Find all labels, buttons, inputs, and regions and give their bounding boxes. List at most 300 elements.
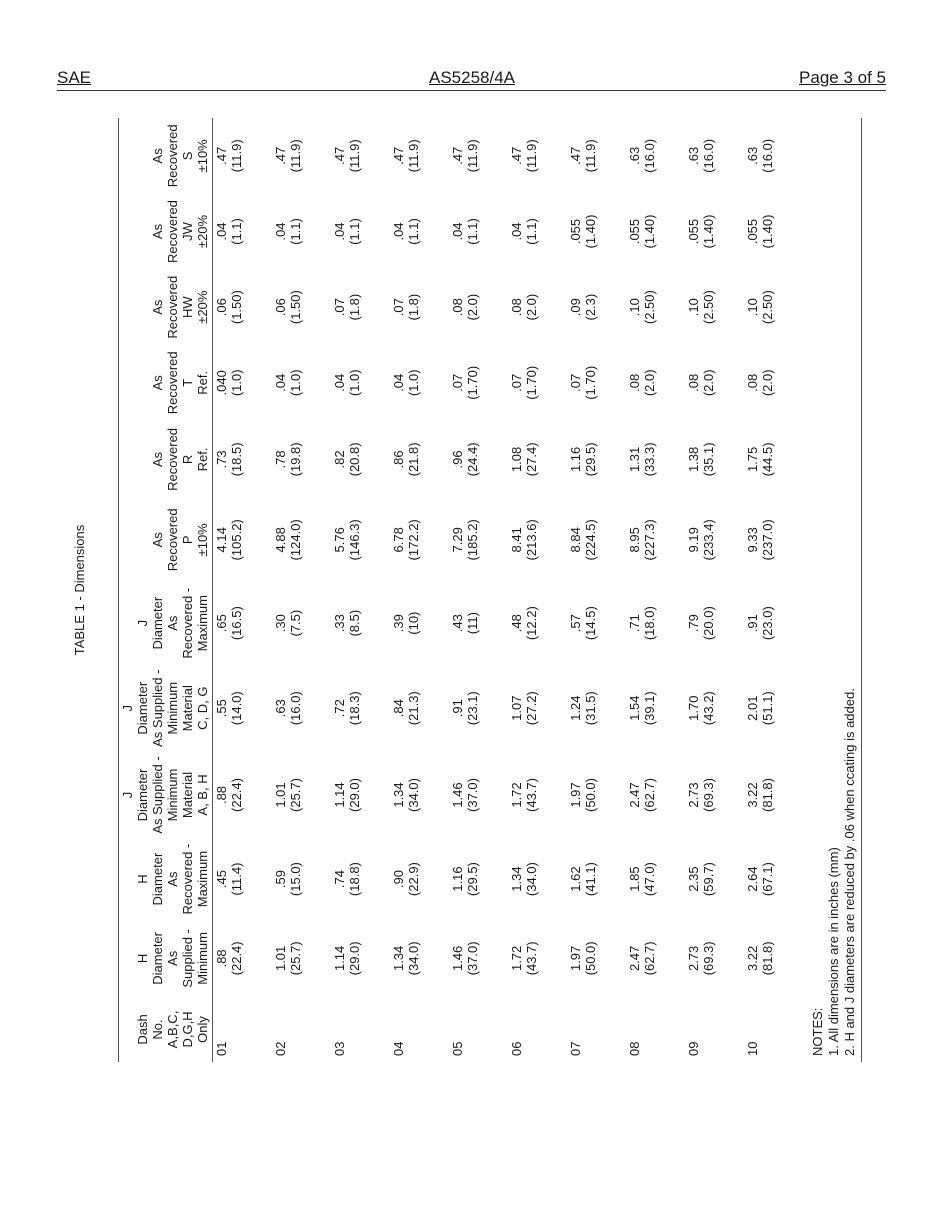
value-inches: 1.97 — [568, 782, 583, 808]
value-mm: (11.9) — [406, 139, 421, 173]
table-notes — [810, 688, 858, 1056]
dimension-cell — [685, 665, 744, 752]
dimension-cell — [626, 752, 685, 839]
value-mm: (1.50) — [229, 290, 244, 325]
value-mm: (1.0) — [406, 369, 421, 397]
column-header-line: Dash — [135, 1014, 150, 1045]
value-inches: 1.75 — [745, 446, 760, 473]
value-mm: (69.3) — [701, 778, 716, 812]
value-mm: (16.0) — [701, 138, 716, 173]
dimension-cell — [508, 582, 567, 665]
value-inches: 1.34 — [509, 866, 524, 892]
value-mm: (50.0) — [583, 778, 598, 812]
dimension-cell — [744, 269, 803, 345]
dimension-cell — [272, 345, 331, 421]
value-inches: 1.46 — [450, 782, 465, 808]
value-mm: (1.1) — [406, 218, 421, 245]
value-inches: .08 — [686, 373, 701, 392]
value-mm: (233.4) — [701, 519, 716, 561]
value-mm: (50.0) — [583, 941, 598, 976]
value-mm: (2.50) — [760, 290, 775, 325]
table-row — [213, 118, 273, 1062]
dimension-cell — [508, 920, 567, 997]
table-header-row — [118, 118, 213, 1062]
dimension-cell — [626, 920, 685, 997]
column-header-line: Only — [195, 1016, 210, 1043]
dimension-cell — [567, 582, 626, 665]
value-inches: .47 — [450, 146, 465, 165]
dimension-cell — [449, 582, 508, 665]
page-header — [57, 68, 886, 91]
value-mm: (12.2) — [524, 606, 539, 641]
column-header-line: As — [165, 950, 180, 966]
dimension-cell — [744, 582, 803, 665]
value-inches: .08 — [450, 298, 465, 317]
column-header-line: Recovered - — [180, 843, 195, 915]
value-inches: 6.78 — [391, 527, 406, 553]
value-inches: .47 — [568, 146, 583, 165]
value-mm: (1.70) — [465, 365, 480, 400]
dimension-cell — [331, 345, 390, 421]
value-inches: .30 — [273, 614, 288, 633]
column-header-line: Diameter — [150, 596, 165, 650]
value-mm: (47.0) — [642, 862, 657, 897]
dash-number: 03 — [332, 1041, 347, 1056]
value-inches: .88 — [214, 785, 229, 805]
value-inches: .59 — [273, 870, 288, 889]
column-header-line: Recovered — [165, 275, 180, 339]
value-mm: (51.1) — [760, 691, 775, 726]
value-mm: (2.50) — [701, 290, 716, 325]
value-mm: (62.7) — [642, 941, 657, 976]
value-inches: .33 — [332, 614, 347, 633]
dimension-cell — [744, 194, 803, 270]
value-mm: (69.3) — [701, 941, 716, 976]
value-mm: (185.2) — [465, 519, 480, 561]
table-row — [685, 118, 744, 1062]
value-mm: (2.3) — [583, 293, 598, 321]
value-mm: (37.0) — [465, 778, 480, 812]
value-inches: 1.01 — [273, 782, 288, 808]
value-mm: (44.5) — [760, 442, 775, 477]
value-mm: (2.0) — [524, 293, 539, 321]
value-inches: 1.38 — [686, 446, 701, 473]
dimension-cell — [449, 752, 508, 839]
value-inches: 5.76 — [332, 527, 347, 553]
column-header-line: ±10% — [195, 139, 210, 173]
value-mm: (124.0) — [288, 519, 303, 561]
column-header-line: R — [180, 454, 195, 465]
value-inches: 2.64 — [745, 866, 760, 892]
value-inches: .04 — [332, 373, 347, 392]
value-mm: (1.40) — [701, 214, 716, 249]
column-header-line: ±20% — [195, 214, 210, 249]
value-inches: 1.85 — [627, 866, 642, 892]
dash-number: 08 — [627, 1041, 642, 1056]
table-row — [508, 118, 567, 1062]
value-inches: 8.41 — [509, 527, 524, 553]
value-inches: .09 — [568, 298, 583, 317]
value-inches: .10 — [686, 298, 701, 317]
value-mm: (22.4) — [229, 941, 244, 976]
value-mm: (1.50) — [288, 290, 303, 325]
dimension-cell — [213, 582, 273, 665]
value-inches: .06 — [273, 298, 288, 317]
value-mm: (59.7) — [701, 862, 716, 897]
dimension-cell — [685, 118, 744, 194]
value-inches: 1.24 — [568, 695, 583, 721]
value-inches: .08 — [745, 373, 760, 392]
value-mm: (1.40) — [642, 214, 657, 249]
notes-heading: NOTES: — [810, 1007, 825, 1056]
dimension-cell — [449, 269, 508, 345]
dimension-cell — [567, 752, 626, 839]
value-inches: .88 — [214, 949, 229, 968]
column-header-line: As — [165, 871, 180, 887]
value-inches: .04 — [214, 222, 229, 241]
value-inches: .72 — [332, 699, 347, 718]
dimension-cell — [272, 498, 331, 581]
column-header-line: T — [180, 378, 195, 387]
value-mm: (16.0) — [288, 691, 303, 726]
value-mm: (1.70) — [524, 365, 539, 400]
value-mm: (11.9) — [229, 139, 244, 173]
value-mm: (31.5) — [583, 691, 598, 726]
value-mm: (1.0) — [288, 369, 303, 397]
dash-number: 02 — [273, 1041, 288, 1056]
value-mm: (11.9) — [347, 139, 362, 173]
value-mm: (21.3) — [406, 691, 421, 726]
value-inches: .10 — [745, 298, 760, 317]
dimension-cell — [508, 421, 567, 499]
value-mm: (213.6) — [524, 519, 539, 561]
dimension-cell — [272, 194, 331, 270]
dimension-cell — [744, 118, 803, 194]
value-inches: .06 — [214, 298, 229, 317]
value-mm: (27.2) — [524, 691, 539, 726]
value-inches: .91 — [450, 699, 465, 718]
value-mm: (227.3) — [642, 519, 657, 561]
value-inches: .055 — [745, 218, 760, 245]
column-header-line: Maximum — [195, 595, 210, 652]
dimension-cell — [449, 345, 508, 421]
value-inches: .47 — [273, 146, 288, 165]
value-inches: .04 — [273, 222, 288, 241]
dimension-cell — [567, 665, 626, 752]
column-header-line: J — [135, 619, 150, 627]
header-doc-number: AS5258/4A — [429, 68, 516, 87]
value-mm: (18.5) — [229, 442, 244, 477]
column-header-line: Diameter — [150, 932, 165, 985]
value-mm: (41.1) — [583, 862, 598, 897]
value-mm: (224.5) — [583, 519, 598, 561]
dimension-cell — [272, 118, 331, 194]
value-inches: .04 — [273, 373, 288, 392]
dimension-cell — [213, 421, 273, 499]
column-header — [118, 582, 213, 665]
value-inches: .96 — [450, 450, 465, 469]
value-inches: 1.34 — [391, 782, 406, 808]
value-inches: .04 — [450, 222, 465, 241]
column-header — [118, 194, 213, 270]
dimension-cell — [213, 194, 273, 270]
column-header-line: As — [150, 451, 165, 467]
column-header — [118, 118, 213, 194]
value-inches: .48 — [509, 614, 524, 633]
column-header-line: Recovered — [165, 508, 180, 572]
value-inches: .47 — [214, 146, 229, 165]
value-inches: 1.54 — [627, 695, 642, 721]
value-inches: 1.97 — [568, 945, 583, 972]
dimension-cell — [390, 421, 449, 499]
column-header — [118, 920, 213, 997]
value-mm: (29.0) — [347, 941, 362, 976]
dimension-cell — [213, 920, 273, 997]
value-inches: 9.33 — [745, 527, 760, 553]
value-inches: .055 — [627, 218, 642, 245]
value-mm: (146.3) — [347, 519, 362, 561]
column-header-line: Recovered — [165, 124, 180, 188]
value-mm: (34.0) — [524, 862, 539, 897]
column-header-line: Ref. — [195, 447, 210, 472]
value-mm: (11) — [465, 612, 480, 635]
table-row — [390, 118, 449, 1062]
value-mm: (1.1) — [347, 218, 362, 245]
value-mm: (11.9) — [288, 139, 303, 173]
value-mm: (1.1) — [524, 218, 539, 245]
dimension-cell — [272, 269, 331, 345]
dimension-cell — [272, 582, 331, 665]
value-mm: (7.5) — [288, 609, 303, 637]
column-header — [118, 752, 213, 839]
value-mm: (18.0) — [642, 606, 657, 641]
dimension-cell — [508, 665, 567, 752]
dimension-cell — [331, 838, 390, 919]
table-row — [449, 118, 508, 1062]
dimension-cell — [626, 498, 685, 581]
value-mm: (81.8) — [760, 778, 775, 812]
value-mm: (62.7) — [642, 778, 657, 812]
dimension-cell — [449, 421, 508, 499]
column-header-line: J — [120, 791, 135, 799]
dimension-cell — [390, 838, 449, 919]
value-mm: (2.0) — [465, 293, 480, 321]
dimension-cell — [508, 269, 567, 345]
dimensions-table — [118, 118, 803, 1062]
value-inches: 1.70 — [686, 695, 701, 721]
dimension-cell — [567, 920, 626, 997]
value-inches: .08 — [627, 373, 642, 392]
value-inches: 1.16 — [568, 446, 583, 473]
value-mm: (37.0) — [465, 941, 480, 976]
column-header-line: As — [150, 148, 165, 164]
column-header-line: D,G,H — [180, 1011, 195, 1048]
value-mm: (25.7) — [288, 778, 303, 812]
column-header-line: Minimum — [165, 681, 180, 735]
value-inches: .04 — [509, 222, 524, 241]
value-inches: 2.73 — [686, 945, 701, 972]
dimension-cell — [685, 838, 744, 919]
dimension-cell — [272, 838, 331, 919]
column-header-line: ±20% — [195, 290, 210, 324]
value-mm: (22.4) — [229, 778, 244, 812]
column-header-line: Minimum — [165, 768, 180, 822]
value-inches: 2.47 — [627, 782, 642, 808]
value-inches: 1.01 — [273, 945, 288, 972]
value-inches: .47 — [509, 146, 524, 165]
dimension-cell — [213, 345, 273, 421]
dimension-cell — [449, 665, 508, 752]
column-header-line: H — [135, 953, 150, 964]
dimension-cell — [626, 421, 685, 499]
dimension-cell — [331, 498, 390, 581]
value-mm: (2.0) — [760, 369, 775, 397]
table-title: TABLE 1 - Dimensions — [72, 524, 87, 656]
dimension-cell — [390, 752, 449, 839]
value-inches: .63 — [686, 146, 701, 165]
dimension-cell — [213, 118, 273, 194]
column-header-line: Maximum — [195, 850, 210, 908]
value-mm: (14.0) — [229, 691, 244, 726]
rotated-table-block — [72, 118, 862, 1062]
value-inches: .73 — [214, 450, 229, 469]
value-inches: .63 — [745, 146, 760, 165]
value-inches: .07 — [568, 373, 583, 392]
value-inches: 8.95 — [627, 527, 642, 553]
value-mm: (1.8) — [406, 293, 421, 321]
dimension-cell — [626, 838, 685, 919]
dimension-cell — [567, 194, 626, 270]
column-header — [118, 838, 213, 919]
value-mm: (16.0) — [760, 138, 775, 173]
dash-number: 01 — [214, 1041, 229, 1056]
value-inches: 1.46 — [450, 945, 465, 972]
value-inches: .90 — [391, 870, 406, 889]
column-header — [118, 421, 213, 499]
value-mm: (18.3) — [347, 691, 362, 726]
value-inches: .45 — [214, 870, 229, 889]
dimension-cell — [567, 421, 626, 499]
value-inches: .91 — [745, 614, 760, 633]
value-inches: 1.16 — [450, 866, 465, 892]
value-inches: .78 — [273, 450, 288, 469]
value-mm: (11.4) — [229, 862, 244, 896]
value-inches: .82 — [332, 450, 347, 469]
column-header — [118, 498, 213, 581]
column-header-line: As — [150, 299, 165, 315]
value-inches: 1.72 — [509, 782, 524, 808]
dimension-cell — [744, 752, 803, 839]
value-inches: 9.19 — [686, 527, 701, 553]
value-mm: (1.40) — [583, 214, 598, 249]
column-header — [118, 345, 213, 421]
table-row — [567, 118, 626, 1062]
dimension-cell — [685, 582, 744, 665]
dimension-cell — [331, 582, 390, 665]
dimension-cell — [508, 118, 567, 194]
dimension-cell — [626, 194, 685, 270]
dimension-cell — [390, 665, 449, 752]
dimension-cell — [390, 118, 449, 194]
value-mm: (43.7) — [524, 778, 539, 812]
column-header — [118, 997, 213, 1062]
value-inches: .39 — [391, 614, 406, 633]
value-mm: (11.9) — [465, 139, 480, 173]
value-inches: 4.88 — [273, 527, 288, 553]
value-mm: (16.5) — [229, 606, 244, 641]
dimension-cell — [626, 269, 685, 345]
value-inches: 8.84 — [568, 527, 583, 553]
value-mm: (34.0) — [406, 778, 421, 812]
dimension-cell — [626, 118, 685, 194]
value-mm: (8.5) — [347, 609, 362, 637]
column-header-line: H — [135, 874, 150, 884]
value-inches: .04 — [391, 373, 406, 392]
column-header-line: Diameter — [135, 681, 150, 735]
value-mm: (172.2) — [406, 519, 421, 561]
column-header-line: As Supplied - — [150, 756, 165, 834]
value-mm: (2.50) — [642, 290, 657, 325]
column-header-line: Material — [180, 685, 195, 732]
value-mm: (1.0) — [347, 369, 362, 397]
column-header-line: JW — [180, 222, 195, 241]
value-inches: 1.14 — [332, 945, 347, 972]
column-header — [118, 269, 213, 345]
dimension-cell — [508, 498, 567, 581]
value-inches: .63 — [273, 699, 288, 718]
value-mm: (29.0) — [347, 778, 362, 812]
value-mm: (24.4) — [465, 442, 480, 477]
value-inches: 1.34 — [391, 945, 406, 972]
column-header-line: As Supplied - — [150, 669, 165, 747]
column-header-line: P — [180, 535, 195, 545]
column-header-line: No. — [150, 1019, 165, 1040]
value-inches: .63 — [627, 146, 642, 165]
dimension-cell — [449, 194, 508, 270]
value-mm: (23.1) — [465, 691, 480, 726]
column-header-line: Recovered — [165, 351, 180, 415]
value-mm: (1.70) — [583, 365, 598, 400]
table-row — [331, 118, 390, 1062]
column-header-line: Diameter — [150, 852, 165, 906]
dimension-cell — [213, 498, 273, 581]
value-mm: (21.8) — [406, 442, 421, 477]
note-item: 2. H and J diameters are reduced by .06 when ccating is added. — [842, 688, 857, 1056]
value-inches: .04 — [391, 222, 406, 241]
dimension-cell — [449, 838, 508, 919]
dimension-cell — [567, 838, 626, 919]
value-mm: (1.40) — [760, 214, 775, 249]
dimension-cell — [272, 752, 331, 839]
value-mm: (35.1) — [701, 442, 716, 477]
value-mm: (10) — [406, 611, 421, 635]
value-inches: 1.08 — [509, 446, 524, 473]
dimension-cell — [390, 498, 449, 581]
dimension-cell — [331, 269, 390, 345]
value-mm: (237.0) — [760, 519, 775, 561]
value-inches: 2.47 — [627, 945, 642, 972]
dimension-cell — [331, 194, 390, 270]
dimension-cell — [744, 920, 803, 997]
column-header-line: As — [165, 615, 180, 631]
value-inches: .47 — [332, 146, 347, 165]
dimension-cell — [685, 752, 744, 839]
value-inches: .07 — [450, 373, 465, 392]
value-inches: .040 — [214, 370, 229, 396]
value-mm: (105.2) — [229, 519, 244, 561]
value-mm: (33.3) — [642, 442, 657, 477]
dimension-cell — [449, 118, 508, 194]
